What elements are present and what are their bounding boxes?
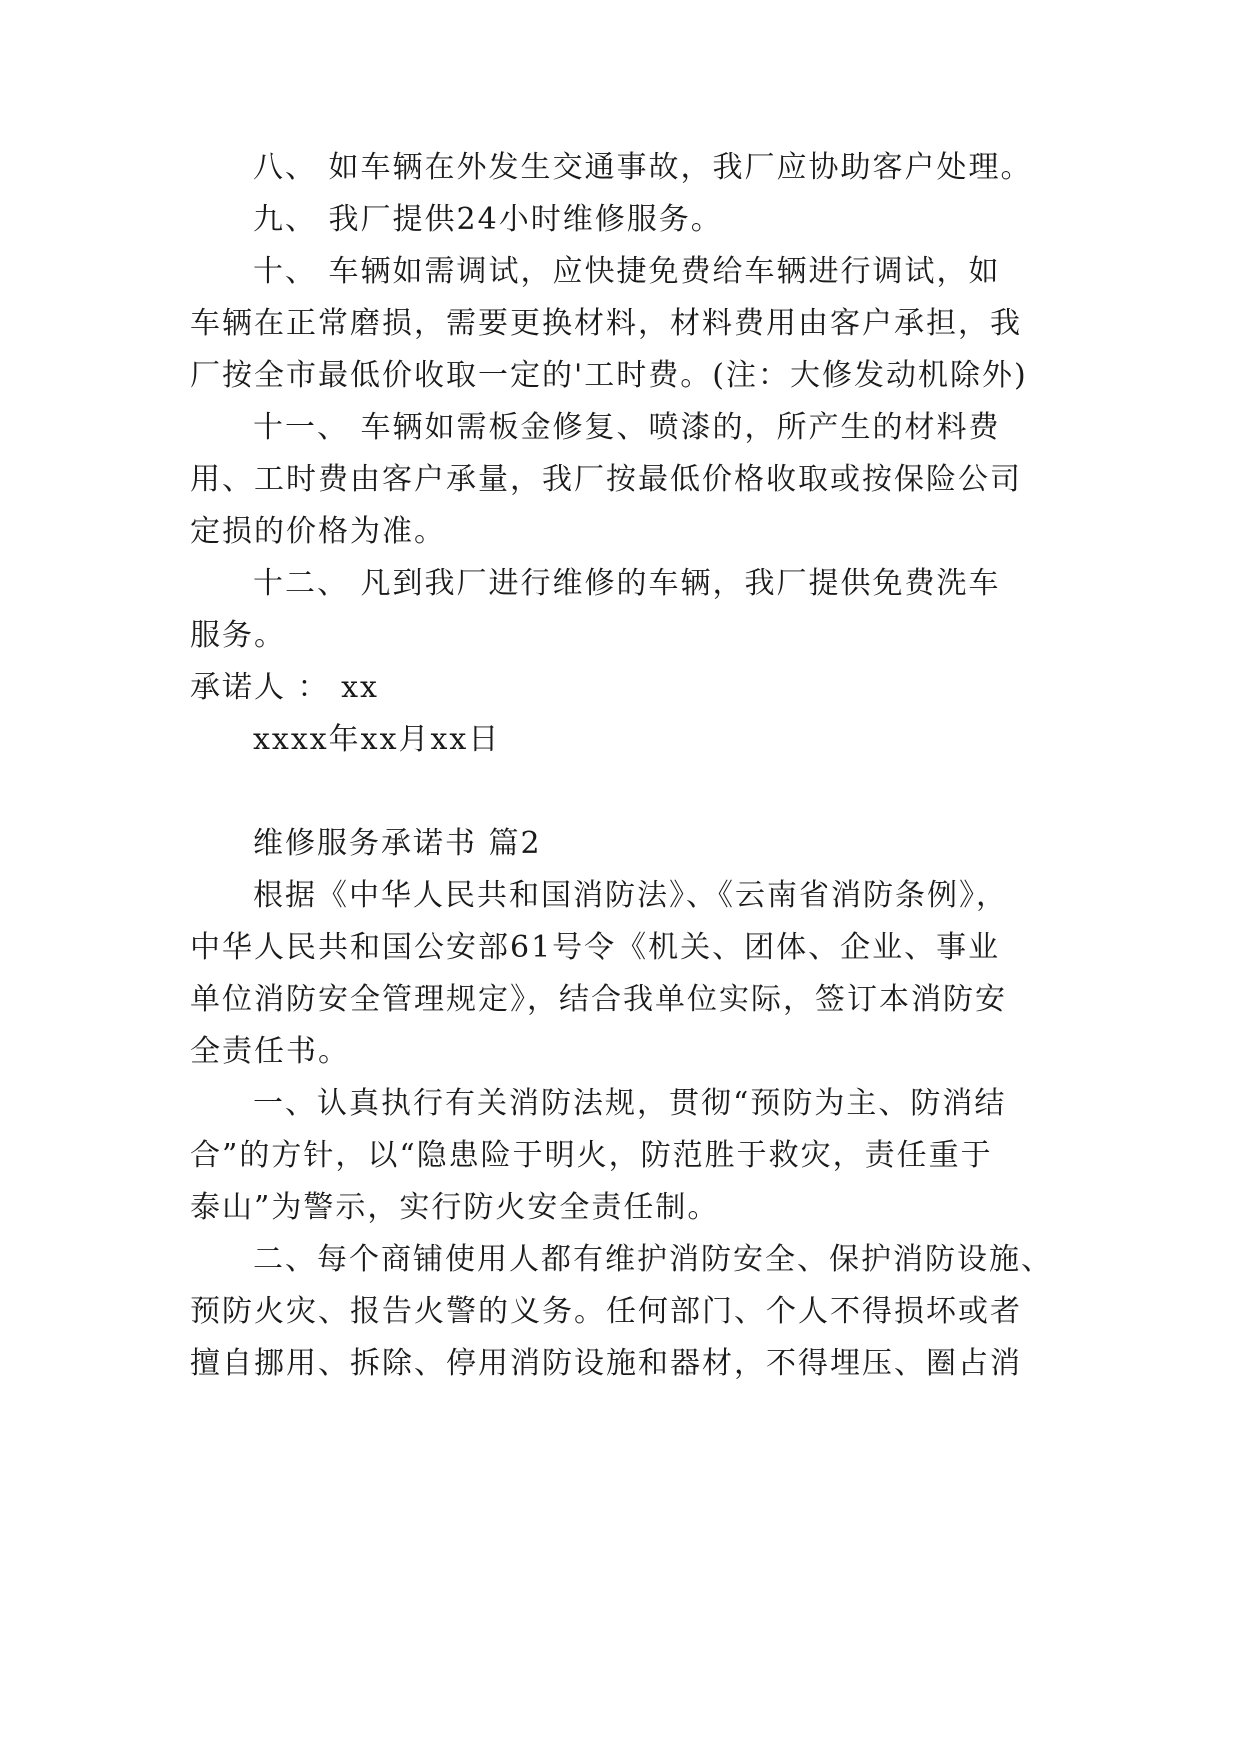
text-line: 泰山”为警示，实行防火安全责任制。 [190,1190,720,1225]
text-line: 全责任书。 [190,1034,350,1069]
section-title: 维修服务承诺书 篇2 [253,826,542,861]
text-line: 十二、 凡到我厂进行维修的车辆，我厂提供免费洗车 [253,566,1001,601]
text-line: 擅自挪用、拆除、停用消防设施和器材，不得埋压、圈占消 [190,1346,1022,1381]
text-line: 九、 我厂提供24小时维修服务。 [253,202,723,237]
text-line: 中华人民共和国公安部61号令《机关、团体、企业、事业 [190,930,1001,965]
text-line: 用、工时费由客户承量，我厂按最低价格收取或按保险公司 [190,462,1022,497]
text-line: 预防火灾、报告火警的义务。任何部门、个人不得损坏或者 [190,1294,1022,1329]
text-line: 一、认真执行有关消防法规，贯彻“预防为主、防消结 [253,1086,1007,1121]
text-line: 十、 车辆如需调试，应快捷免费给车辆进行调试，如 [253,254,1001,289]
text-line: 厂按全市最低价收取一定的'工时费。(注：大修发动机除外) [190,358,1028,393]
text-line: 单位消防安全管理规定》，结合我单位实际，签订本消防安 [190,982,1007,1017]
text-line: 根据《中华人民共和国消防法》、《云南省消防条例》， [253,878,1008,913]
text-line: 八、 如车辆在外发生交通事故，我厂应协助客户处理。 [253,150,1033,185]
text-line: 十一、 车辆如需板金修复、喷漆的，所产生的材料费 [253,410,1001,445]
text-line: 服务。 [190,618,286,653]
text-line: 二、每个商铺使用人都有维护消防安全、保护消防设施、 [253,1242,1053,1277]
signer-line: 承诺人 ： xx [190,670,379,705]
text-line: 合”的方针，以“隐患险于明火，防范胜于救灾，责任重于 [190,1138,993,1173]
date-line: xxxx年xx月xx日 [253,722,501,757]
text-line: 车辆在正常磨损，需要更换材料，材料费用由客户承担，我 [190,306,1022,341]
text-line: 定损的价格为准。 [190,514,446,549]
